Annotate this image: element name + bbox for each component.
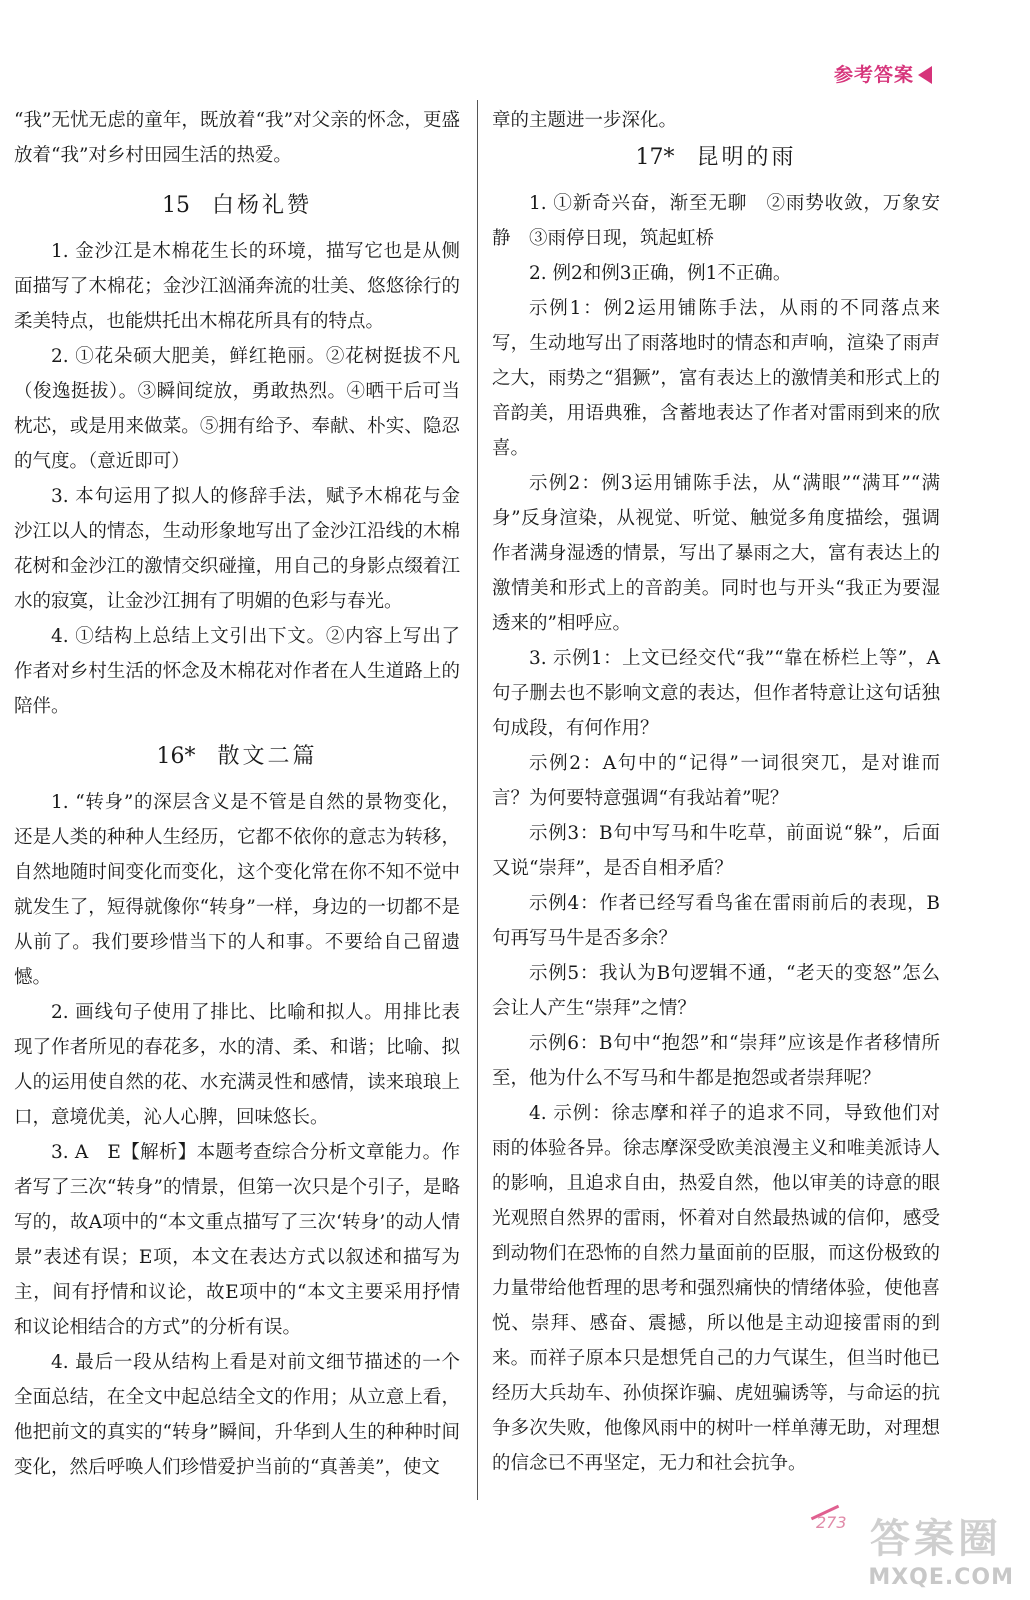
sec17-answer-1: 1. ①新奇兴奋，渐至无聊 ②雨势收敛，万象安静 ③雨停日现，筑起虹桥 <box>492 193 940 249</box>
sec15-answer-1: 1. 金沙江是木棉花生长的环境，描写它也是从侧面描写了木棉花；金沙江汹涌奔流的壮美、悠悠徐行的柔美特点，也能烘托出木棉花所具有的特点。 <box>14 241 460 332</box>
right-intro: 章的主题进一步深化。 <box>492 110 678 131</box>
watermark <box>810 1505 1020 1590</box>
sec17-example-1: 示例1：例2运用铺陈手法，从雨的不同落点来写，生动地写出了雨落地时的情态和声响，渲染了雨声之大，雨势之“猖獗”，富有表达上的激情美和形式上的音韵美，用语典雅，含蓄地表达了作者对雷雨到来的欣喜。 <box>492 298 940 459</box>
sec17-answer-4: 4. 示例：徐志摩和祥子的追求不同，导致他们对雨的体验各异。徐志摩深受欧美浪漫主义和唯美派诗人的影响，且追求自由，热爱自然，他以审美的诗意的眼光观照自然界的雷雨，怀着对自然最热诚的信仰，感受到动物们在恐怖的自然力量面前的臣服，而这份极致的力量带给他哲理的思考和强烈痛快的情绪体验，使他喜悦、崇拜、感奋、震撼，所以他是主动迎接雷雨的到来。而祥子原本只是想凭自己的力气谋生，但当时他已经历大兵劫车、孙侦探诈骗、虎妞骗诱等，与命运的抗争多次失败，他像风雨中的树叶一样单薄无助，对理想的信念已不再坚定，无力和社会抗争。 <box>492 1103 940 1474</box>
sec17-q-example-6: 示例6：B句中“抱怨”和“崇拜”应该是作者移情所至，他为什么不写马和牛都是抱怨或者崇拜呢？ <box>492 1033 940 1089</box>
sec15-answer-3: 3. 本句运用了拟人的修辞手法，赋予木棉花与金沙江以人的情态，生动形象地写出了金沙江沿线的木棉花树和金沙江的激情交织碰撞，用自己的身影点缀着江水的寂寞，让金沙江拥有了明媚的色彩与春光。 <box>14 486 460 612</box>
sec17-example-2: 示例2：例3运用铺陈手法，从“满眼”“满耳”“满身”反身渲染，从视觉、听觉、触觉多角度描绘，强调作者满身湿透的情景，写出了暴雨之大，富有表达上的激情美和形式上的音韵美。同时也与开头“我正为要湿透来的”相呼应。 <box>492 473 940 634</box>
watermark-logo: 答案圈 <box>870 1516 1002 1562</box>
sec17-answer-2: 2. 例2和例3正确，例1不正确。 <box>529 263 792 284</box>
answer-key-tag: 参考答案 <box>834 60 932 87</box>
sec15-answer-2: 2. ①花朵硕大肥美，鲜红艳丽。②花树挺拔不凡（俊逸挺拔）。③瞬间绽放，勇敢热烈。④晒干后可当枕芯，或是用来做菜。⑤拥有给予、奉献、朴实、隐忍的气度。（意近即可） <box>14 346 460 472</box>
left-intro: “我”无忧无虑的童年，既放着“我”对父亲的怀念，更盛放着“我”对乡村田园生活的热爱。 <box>14 110 460 166</box>
left-column <box>14 103 460 1485</box>
sec17-answer-3: 3. 示例1：上文已经交代“我”“靠在桥栏上等”，A句子删去也不影响文意的表达，但作者特意让这句话独句成段，有何作用？ <box>492 648 940 739</box>
section-15-title: 15 白杨礼赞 <box>161 193 312 218</box>
sec17-q-example-2: 示例2：A句中的“记得”一词很突兀，是对谁而言？为何要特意强调“有我站着”呢？ <box>492 753 940 809</box>
triangle-marker-icon <box>918 66 932 84</box>
section-16-title: 16* 散文二篇 <box>156 744 318 769</box>
page-number: 273 <box>816 1513 847 1532</box>
sec16-answer-3: 3. A E【解析】本题考查综合分析文章能力。作者写了三次“转身”的情景，但第一次只是个引子，是略写的，故A项中的“本文重点描写了三次‘转身’的动人情景”表述有误；E项，本文在表达方式以叙述和描写为主，间有抒情和议论，故E项中的“本文主要采用抒情和议论相结合的方式”的分析有误。 <box>14 1142 460 1338</box>
sec17-q-example-3: 示例3：B句中写马和牛吃草，前面说“躲”，后面又说“崇拜”，是否自相矛盾？ <box>492 823 940 879</box>
watermark-url: MXQE.COM <box>868 1565 1014 1590</box>
column-divider <box>477 100 478 1500</box>
sec16-answer-4: 4. 最后一段从结构上看是对前文细节描述的一个全面总结，在全文中起总结全文的作用；从立意上看，他把前文的真实的“转身”瞬间，升华到人生的种种时间变化，然后呼唤人们珍惜爱护当前的“真善美”，使文 <box>14 1352 460 1478</box>
sec17-q-example-4: 示例4：作者已经写看鸟雀在雷雨前后的表现，B句再写马牛是否多余？ <box>492 893 940 949</box>
section-17-title: 17* 昆明的雨 <box>635 145 797 170</box>
sec17-q-example-5: 示例5：我认为B句逻辑不通，“老天的变怒”怎么会让人产生“崇拜”之情？ <box>492 963 940 1019</box>
sec16-answer-1: 1. “转身”的深层含义是不管是自然的景物变化，还是人类的种种人生经历，它都不依你的意志为转移，自然地随时间变化而变化，这个变化常在你不知不觉中就发生了，短得就像你“转身”一样，身边的一切都不是从前了。我们要珍惜当下的人和事。不要给自己留遗憾。 <box>14 792 460 988</box>
right-column <box>492 103 940 1481</box>
sec16-answer-2: 2. 画线句子使用了排比、比喻和拟人。用排比表现了作者所见的春花多，水的清、柔、和谐；比喻、拟人的运用使自然的花、水充满灵性和感情，读来琅琅上口，意境优美，沁人心脾，回味悠长。 <box>14 1002 460 1128</box>
sec15-answer-4: 4. ①结构上总结上文引出下文。②内容上写出了作者对乡村生活的怀念及木棉花对作者在人生道路上的陪伴。 <box>14 626 460 717</box>
